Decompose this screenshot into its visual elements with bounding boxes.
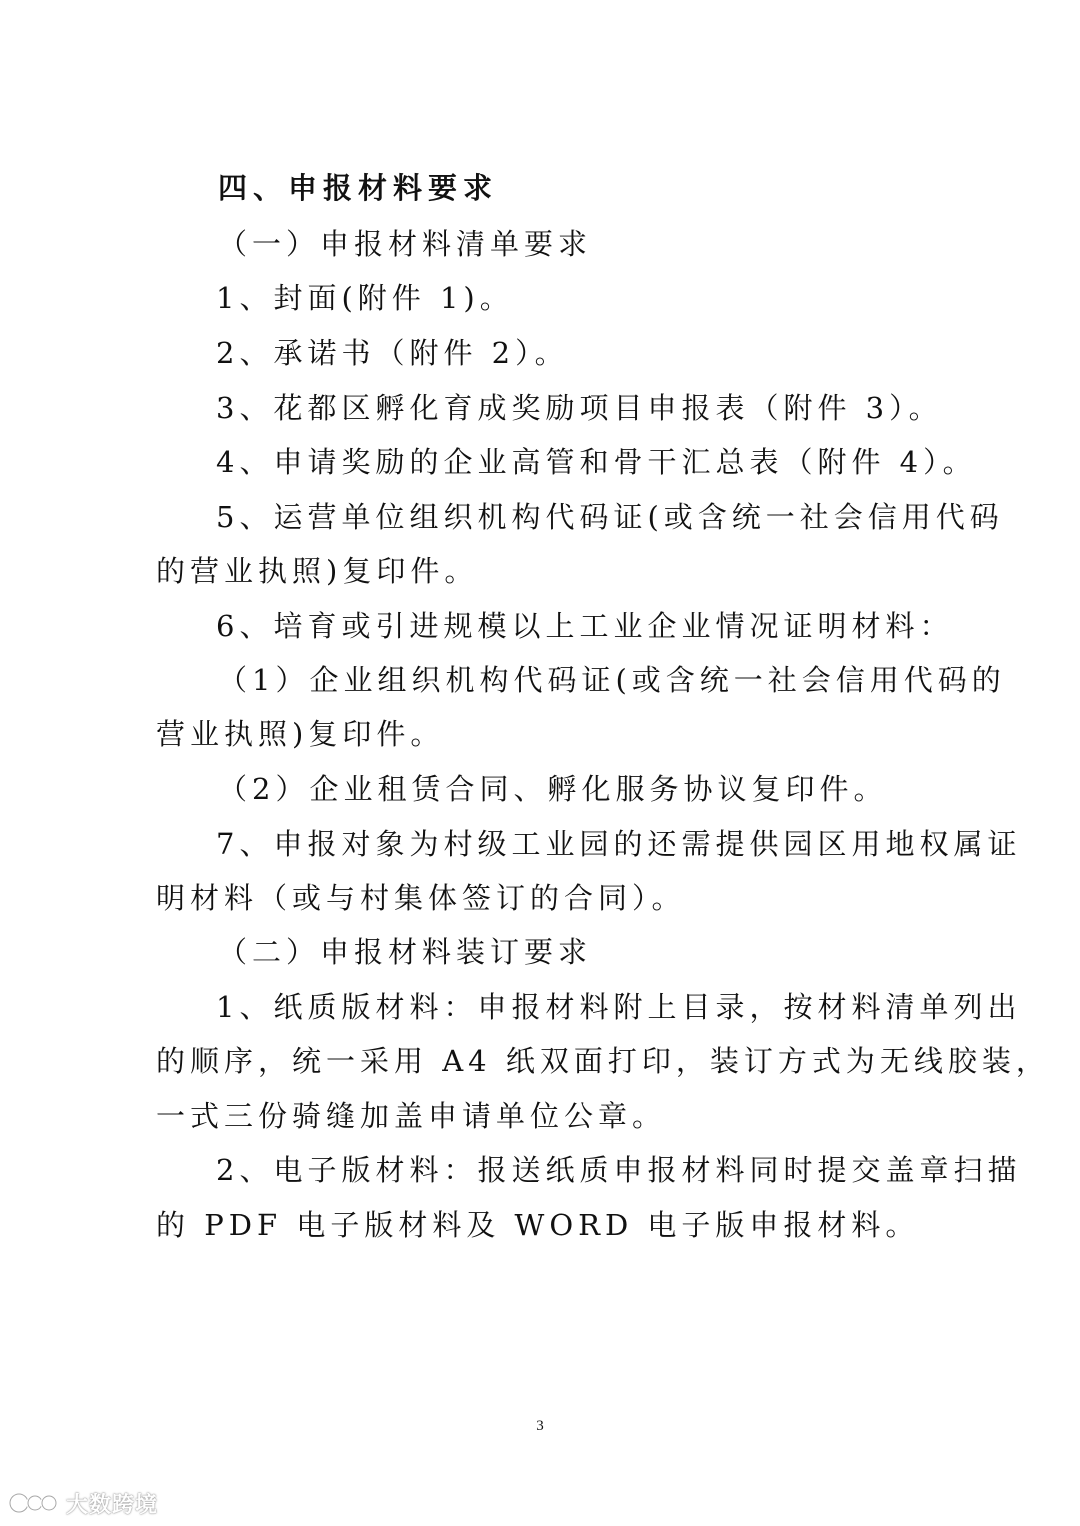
- watermark: [8, 1488, 158, 1518]
- list-item-summary-table: 4、申请奖励的企业高管和骨干汇总表（附件 4）。: [216, 445, 977, 479]
- watermark-logo-icon: [8, 1489, 62, 1517]
- list-item-land-rights-line-2: 明材料（或与村集体签订的合同）。: [156, 881, 686, 915]
- binding-paper-line-3: 一式三份骑缝加盖申请单位公章。: [156, 1099, 667, 1133]
- list-item-org-code-line-2: 的营业执照)复印件。: [156, 554, 479, 588]
- watermark-text: 大数跨境: [66, 1492, 159, 1518]
- sub-item-enterprise-code-line-1: （1）企业组织机构代码证(或含统一社会信用代码的: [218, 663, 1006, 697]
- subheading-materials-list: （一）申报材料清单要求: [218, 227, 593, 261]
- binding-electronic-line-1: 2、电子版材料：报送纸质申报材料同时提交盖章扫描: [216, 1153, 1022, 1187]
- list-item-enterprise-proof: 6、培育或引进规模以上工业企业情况证明材料：: [216, 609, 954, 643]
- list-item-application-form: 3、花都区孵化育成奖励项目申报表（附件 3）。: [216, 391, 943, 425]
- list-item-cover: 1、封面(附件 1)。: [216, 281, 514, 315]
- sub-item-enterprise-code-line-2: 营业执照)复印件。: [156, 717, 445, 751]
- binding-paper-line-1: 1、纸质版材料：申报材料附上目录，按材料清单列出: [216, 990, 1022, 1024]
- subheading-binding: （二）申报材料装订要求: [218, 935, 593, 969]
- page-number: 3: [536, 1418, 544, 1434]
- section-heading: 四、申报材料要求: [218, 171, 499, 205]
- list-item-land-rights-line-1: 7、申报对象为村级工业园的还需提供园区用地权属证: [216, 827, 1022, 861]
- list-item-org-code-line-1: 5、运营单位组织机构代码证(或含统一社会信用代码: [216, 500, 1004, 534]
- binding-electronic-line-2: 的 PDF 电子版材料及 WORD 电子版申报材料。: [156, 1208, 920, 1242]
- sub-item-lease-contract: （2）企业租赁合同、孵化服务协议复印件。: [218, 772, 888, 806]
- list-item-commitment: 2、承诺书（附件 2）。: [216, 336, 569, 370]
- binding-paper-line-2: 的顺序，统一采用 A4 纸双面打印，装订方式为无线胶装，: [156, 1044, 1050, 1078]
